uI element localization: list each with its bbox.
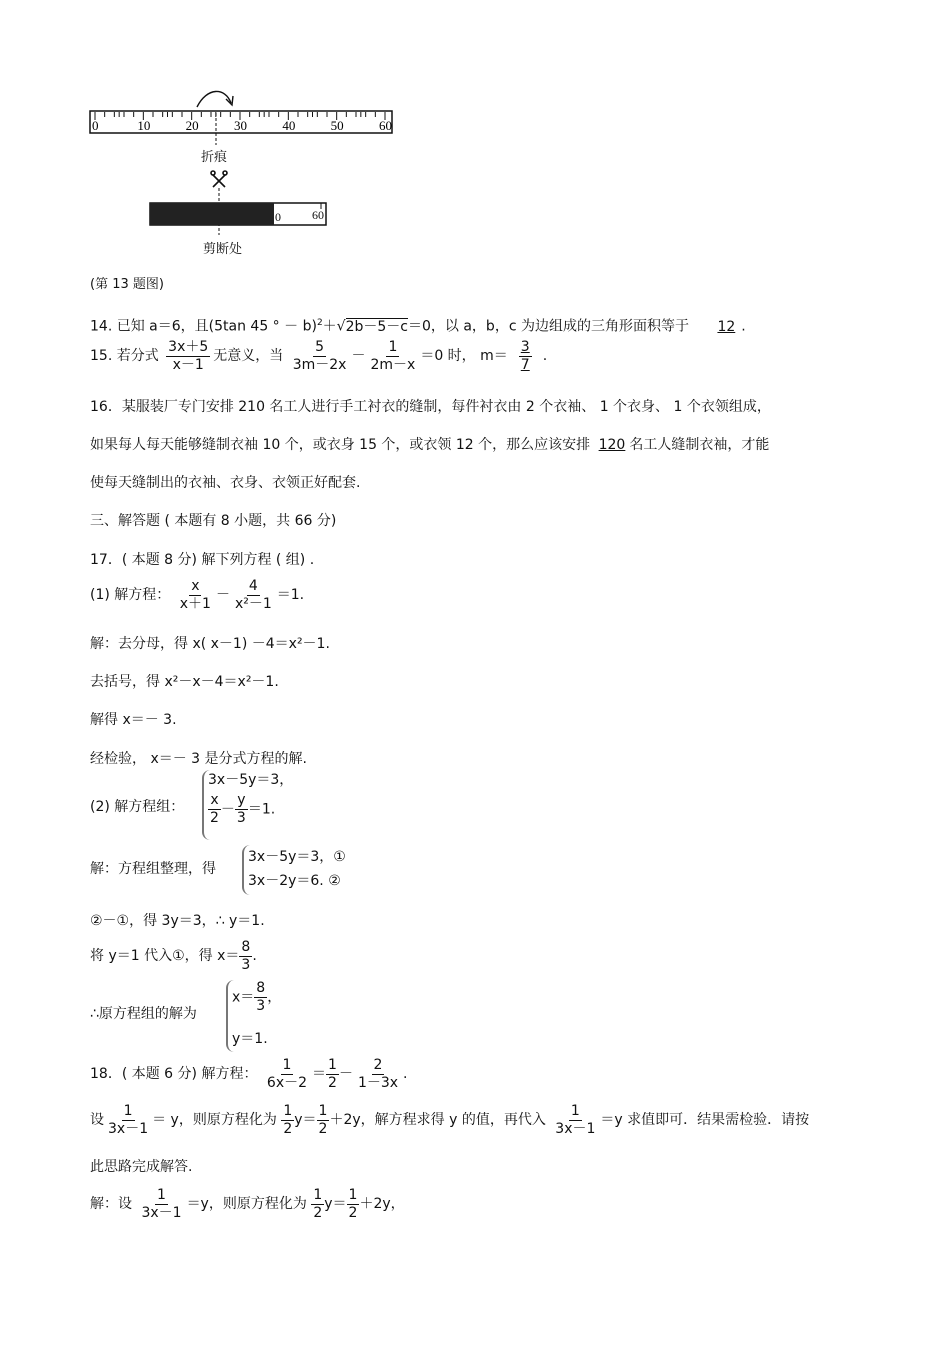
q17-eq: ＝1. (276, 587, 305, 603)
q17-step-1: 解：去分母，得 x( x－1) －4＝x²－1. (90, 636, 330, 652)
frac-den: 2 (313, 1204, 323, 1221)
figure-caption: (第 13 题图) (90, 277, 164, 292)
q15-minus: － (351, 348, 366, 364)
ruler-tick-label: 50 (330, 118, 344, 133)
frac-den: 7 (520, 356, 530, 373)
q14-answer: 12 (717, 318, 736, 335)
frac-num: x (191, 577, 200, 594)
q17-step-7 (90, 936, 257, 976)
q14-radicand: 2b－5－c (345, 318, 408, 335)
q15-prefix: 若分式 (116, 348, 159, 364)
comma: ， (267, 989, 282, 1006)
frac-num: 1 (157, 1186, 166, 1203)
q18-solution-line (90, 1184, 405, 1224)
ruler-figure (85, 85, 405, 265)
frac-den: 3 (236, 810, 246, 826)
q17-p2-system (202, 770, 293, 840)
q15-end: . (542, 348, 548, 364)
frac (208, 792, 221, 827)
frac (235, 792, 248, 827)
q17-minus: － (215, 587, 230, 603)
q15-fraction-2 (291, 339, 349, 374)
hint-e: ＝y 求值即可．结果需检验．请按 (600, 1112, 810, 1128)
frac-den: 2 (318, 1120, 328, 1137)
frac-num: 1 (570, 1102, 580, 1119)
frac-den: 3m－2x (292, 356, 347, 373)
q17-title: 17．( 本题 8 分) 解下列方程 ( 组) . (90, 552, 315, 568)
q15-eq: ＝0 时， m＝ (420, 348, 508, 364)
frac-num: y (237, 792, 246, 808)
q17-step-8: ∴原方程组的解为 (90, 1006, 197, 1022)
q17-step-4: 经检验， x＝－ 3 是分式方程的解. (90, 751, 307, 767)
q18-hint-line-2: 此思路完成解答. (90, 1159, 193, 1175)
q17-s8-y: y＝1. (232, 1031, 268, 1047)
frac-num: 1 (328, 1056, 337, 1073)
q16-answer: 120 (598, 437, 626, 453)
frac (311, 1187, 324, 1222)
q17-s8-system (226, 980, 281, 1052)
frac (239, 939, 252, 974)
q14-text-c: ＝0，以 a，b，c 为边组成的三角形面积等于 (408, 318, 689, 335)
frac-den: 2 (348, 1204, 358, 1221)
hint-d: ＋2y，解方程求得 y 的值，再代入 (329, 1112, 546, 1128)
frac-den: 1－3x (357, 1074, 399, 1091)
frac-num: 1 (123, 1102, 133, 1119)
q14-number: 14. (90, 318, 113, 335)
ruler-tick-label: 0 (92, 118, 99, 133)
frac-den: 2 (210, 810, 219, 826)
ruler-tick-label: 40 (282, 118, 296, 133)
q15-fraction-1 (166, 339, 210, 374)
frac-num: 4 (248, 577, 258, 594)
ruler-tick-label: 20 (185, 118, 199, 133)
frac-den: 2 (283, 1120, 293, 1137)
frac-num: 1 (282, 1056, 292, 1073)
frac-den: 3x－1 (108, 1120, 149, 1137)
frac-num: 8 (241, 938, 251, 955)
minus: － (220, 801, 235, 818)
q17-step-3: 解得 x＝－ 3. (90, 712, 177, 728)
q17-s7-text: 将 y＝1 代入①，得 x＝ (90, 948, 240, 964)
q18-title: 18．( 本题 6 分) 解方程： (90, 1066, 258, 1082)
q16-line-2a: 如果每人每天能够缝制衣袖 10 个，或衣身 15 个，或衣领 12 个，那么应该安排 (90, 437, 591, 453)
frac-num: 3x＋5 (168, 338, 209, 355)
q17-p2-label: (2) 解方程组： (90, 799, 185, 815)
q17-s5-eq2: 3x－2y＝6. ② (248, 873, 341, 889)
q15-number: 15. (90, 348, 113, 364)
hint-b: ＝ y，则原方程化为 (152, 1112, 277, 1128)
frac (347, 1187, 360, 1222)
q14-text-b: ＋ (322, 318, 337, 335)
hint-c: y＝ (294, 1112, 317, 1128)
x-eq: x＝ (232, 989, 255, 1006)
frac-den: 2m－x (370, 356, 416, 373)
sqrt-icon: √ (336, 318, 346, 335)
frac-num: 1 (318, 1102, 328, 1119)
frac-num: x (210, 792, 219, 808)
frac (139, 1187, 183, 1222)
frac-den: 6x－2 (266, 1074, 308, 1091)
frac-num: 8 (256, 980, 266, 996)
frac (281, 1103, 294, 1138)
frac (553, 1103, 597, 1138)
frac (254, 980, 267, 1015)
frac-num: 1 (313, 1186, 323, 1203)
q17-s5-eq1: 3x－5y＝3，① (248, 849, 346, 865)
frac-num: 1 (283, 1102, 293, 1119)
q17-step-6: ②－①，得 3y＝3，∴ y＝1. (90, 913, 265, 929)
cut-label: 剪断处 (203, 242, 243, 257)
frac-num: 1 (388, 338, 398, 355)
q17-step-2: 去括号，得 x²－x－4＝x²－1. (90, 674, 279, 690)
q17-step-5: 解：方程组整理，得 (90, 861, 216, 877)
frac-num: 5 (315, 338, 325, 355)
q15-fraction-3 (368, 339, 417, 374)
frac-den: 3x－1 (555, 1120, 596, 1137)
q14-sup: 2 (316, 318, 323, 328)
sol-b: ＝y，则原方程化为 (186, 1196, 307, 1212)
frac (326, 1057, 339, 1092)
q18-title-line (90, 1054, 408, 1094)
sol-c: y＝ (324, 1196, 347, 1212)
bottom-tick-60: 60 (312, 208, 324, 222)
q17-fraction-2 (233, 578, 274, 613)
frac-den: 2 (328, 1074, 337, 1091)
q16-line-1: 16．某服装厂专门安排 210 名工人进行手工衬衣的缝制，每件衬衣由 2 个衣袖、 1 个衣身、 1 个衣领组成， (90, 399, 771, 415)
frac (106, 1103, 150, 1138)
q15-mid: 无意义，当 (213, 348, 284, 364)
q16-line-2b: 名工人缝制衣袖，才能 (629, 437, 770, 453)
sol-a: 解：设 (90, 1196, 132, 1212)
frac-num: 3 (520, 338, 530, 355)
q17-p1-label: (1) 解方程： (90, 587, 171, 603)
end: . (252, 948, 257, 964)
ruler-tick-label: 60 (379, 118, 392, 133)
frac (265, 1057, 309, 1092)
frac (317, 1103, 330, 1138)
crease-label: 折痕 (201, 150, 228, 165)
q17-fraction-1 (178, 578, 213, 613)
q16-line-2 (90, 436, 769, 454)
frac-den: 3x－1 (141, 1204, 182, 1221)
frac-den: 3 (241, 956, 251, 973)
frac-num: 2 (373, 1056, 383, 1073)
q14-end: . (741, 318, 746, 335)
q14-text-a: 已知 a＝6，且(5tan 45 ° － b) (116, 318, 317, 335)
q16-line-3: 使每天缝制出的衣袖、衣身、衣领正好配套. (90, 475, 361, 491)
q18-hint-line-1 (90, 1100, 809, 1140)
question-14 (90, 314, 746, 336)
ruler-tick-label: 10 (137, 118, 151, 133)
bottom-tick-0: 0 (275, 210, 281, 224)
frac (356, 1057, 400, 1092)
eq: ＝ (312, 1066, 327, 1082)
q17-p2-eq2 (208, 792, 293, 827)
sol-d: ＋2y， (359, 1196, 405, 1212)
q15-answer (511, 339, 540, 374)
eq-end: ＝1. (247, 801, 276, 818)
frac-den: x＋1 (179, 595, 211, 612)
section-3-heading: 三、解答题 ( 本题有 8 小题，共 66 分) (90, 513, 337, 529)
q17-s5-system (242, 845, 346, 895)
ruler-tick-label: 30 (234, 118, 247, 133)
frac-den: x²－1 (234, 595, 272, 612)
frac-den: 3 (256, 998, 266, 1014)
frac-den: x－1 (172, 356, 204, 373)
question-15 (90, 336, 547, 376)
hint-a: 设 (90, 1112, 104, 1128)
q17-s8-x (232, 980, 281, 1015)
q17-part1 (90, 575, 304, 615)
q17-p2-eq1: 3x－5y＝3， (208, 772, 294, 788)
minus: － (338, 1066, 353, 1082)
frac-num: 1 (348, 1186, 358, 1203)
end: . (403, 1066, 408, 1082)
